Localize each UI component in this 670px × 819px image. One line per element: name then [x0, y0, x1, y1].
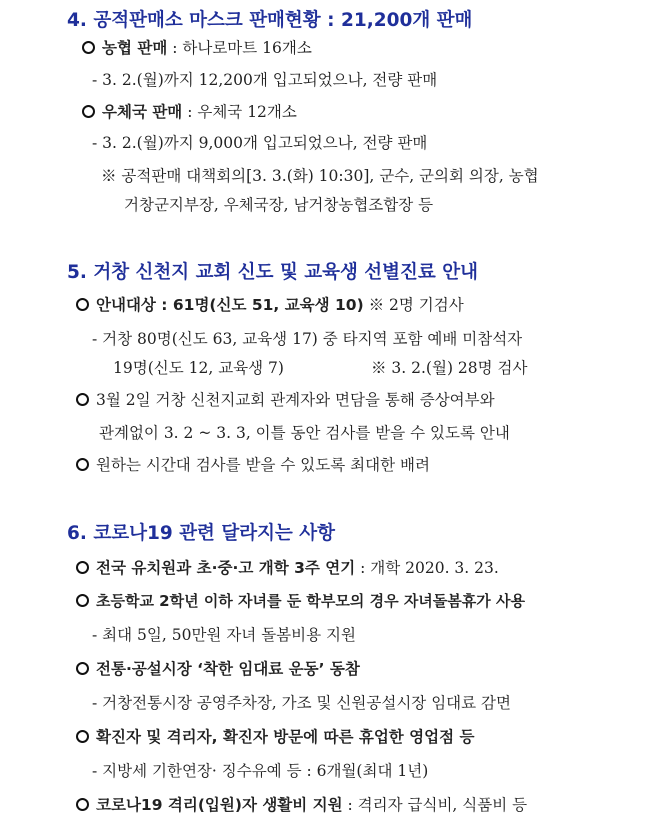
bullet-label: 안내대상 : 61명(신도 51, 교육생 10) — [96, 296, 364, 314]
bullet-item — [76, 725, 474, 747]
bullet-item — [76, 657, 360, 679]
hollow-circle-bullet-icon — [76, 662, 89, 675]
bullet-label: 확진자 및 격리자, 확진자 방문에 따른 휴업한 영업점 등 — [96, 728, 475, 746]
bullet-text: 3월 2일 거창 신천지교회 관계자와 면담을 통해 증상여부와 — [96, 391, 495, 409]
sub-item: - 거창 80명(신도 63, 교육생 17) 중 타지역 포함 예배 미참석자 — [92, 330, 523, 348]
bullet-text: : 격리자 급식비, 식품비 등 — [342, 796, 528, 814]
bullet-text: ※ 2명 기검사 — [363, 296, 464, 314]
bullet-text: : 하나로마트 16개소 — [167, 39, 312, 57]
hollow-circle-bullet-icon — [76, 594, 89, 607]
bullet-item — [76, 793, 527, 815]
note-line: 거창군지부장, 우체국장, 남거창농협조합장 등 — [124, 196, 434, 214]
bullet-label: 전국 유치원과 초·중·고 개학 3주 연기 — [96, 559, 356, 577]
bullet-item — [76, 556, 499, 578]
hollow-circle-bullet-icon — [76, 798, 89, 811]
sub-item: - 거창전통시장 공영주차장, 가조 및 신원공설시장 임대료 감면 — [92, 694, 511, 712]
note-line: ※ 공적판매 대책회의[3. 3.(화) 10:30], 군수, 군의회 의장, 농협 — [101, 167, 539, 185]
section-5-title: 5. 거창 신천지 교회 신도 및 교육생 선별진료 안내 — [67, 262, 478, 283]
hollow-circle-bullet-icon — [76, 561, 89, 574]
bullet-item — [82, 36, 312, 58]
bullet-text: : 개학 2020. 3. 23. — [355, 559, 499, 577]
section-4-title: 4. 공적판매소 마스크 판매현황 : 21,200개 판매 — [67, 10, 473, 31]
hollow-circle-bullet-icon — [76, 393, 89, 406]
hollow-circle-bullet-icon — [76, 730, 89, 743]
bullet-item — [76, 293, 464, 315]
hollow-circle-bullet-icon — [76, 458, 89, 471]
bullet-item — [76, 453, 430, 475]
section-6-title: 6. 코로나19 관련 달라지는 사항 — [67, 523, 335, 544]
hollow-circle-bullet-icon — [82, 41, 95, 54]
hollow-circle-bullet-icon — [76, 298, 89, 311]
sub-item: - 3. 2.(월)까지 9,000개 입고되었으나, 전량 판매 — [92, 134, 428, 152]
sub-item-cont: 19명(신도 12, 교육생 7) — [113, 359, 284, 377]
bullet-label: 코로나19 격리(입원)자 생활비 지원 — [96, 796, 343, 814]
bullet-item — [76, 590, 525, 611]
bullet-item — [82, 100, 297, 122]
bullet-label: 우체국 판매 — [102, 103, 183, 121]
bullet-text: : 우체국 12개소 — [182, 103, 297, 121]
bullet-label: 농협 판매 — [102, 39, 168, 57]
bullet-text-cont: 관계없이 3. 2 ~ 3. 3, 이틀 동안 검사를 받을 수 있도록 안내 — [99, 424, 510, 442]
bullet-item — [76, 388, 495, 410]
sub-item: - 지방세 기한연장· 징수유예 등 : 6개월(최대 1년) — [92, 762, 429, 780]
bullet-label: 전통·공설시장 ‘착한 임대료 운동’ 동참 — [96, 660, 360, 678]
bullet-label: 초등학교 2학년 이하 자녀를 둔 학부모의 경우 자녀돌봄휴가 사용 — [96, 592, 525, 610]
sub-item: - 3. 2.(월)까지 12,200개 입고되었으나, 전량 판매 — [92, 71, 438, 89]
hollow-circle-bullet-icon — [82, 105, 95, 118]
sub-item: - 최대 5일, 50만원 자녀 돌봄비용 지원 — [92, 626, 356, 644]
bullet-text: 원하는 시간대 검사를 받을 수 있도록 최대한 배려 — [96, 456, 430, 474]
sub-item-note: ※ 3. 2.(월) 28명 검사 — [371, 359, 528, 377]
